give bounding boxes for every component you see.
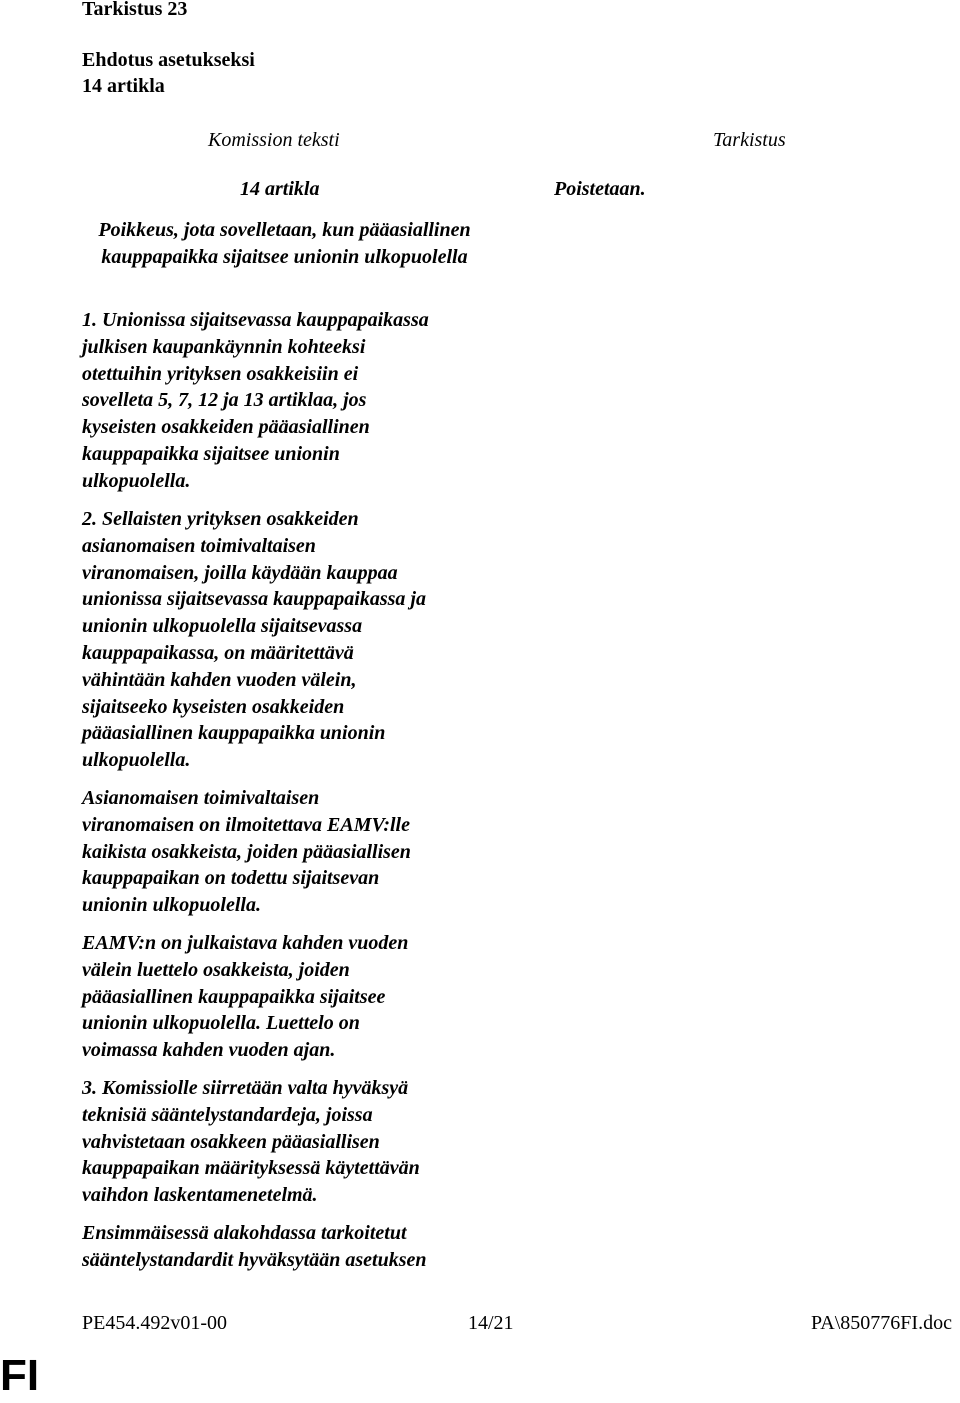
deleted-text: Poistetaan. [554,178,646,200]
footer-page-number: 14/21 [468,1312,514,1334]
footer-language-code: FI [0,1351,40,1400]
footer-document-id: PE454.492v01-00 [82,1312,227,1334]
paragraph-2-subparagraph-3: EAMV:n on julkaistava kahden vuoden välein luettelo osakkeista, joiden pääasiallinen kauppapaikka sijaitsee unionin ulkopuolella. Luettelo on voimassa kahden vuoden ajan. [82,932,409,1062]
footer-file-name: PA\850776FI.doc [811,1312,952,1334]
paragraph-2-subparagraph-2: Asianomaisen toimivaltaisen viranomaisen on ilmoitettava EAMV:lle kaikista osakkeista, joiden pääasiallisen kauppapaikan on todettu sijaitsevan unionin ulkopuolella. [82,787,411,917]
left-article-heading: Poikkeus, jota sovelletaan, kun pääasiallinen kauppapaikka sijaitsee unionin ulkopuolella [98,219,471,268]
proposal-label: Ehdotus asetukseksi [82,49,255,71]
commission-text-heading: Komission teksti [208,129,340,151]
paragraph-2: 2. Sellaisten yrityksen osakkeiden asianomaisen toimivaltaisen viranomaisen, joilla käydään kauppaa unionissa sijaitsevassa kauppapaikassa ja unionin ulkopuolella sijaitsevassa kauppapaikassa, on määritettävä vähintään kahden vuoden välein, sijaitseeko kyseisten osakkeiden pääasiallinen kauppapaikka unionin ulkopuolella. [82,508,426,772]
proposal-article: 14 artikla [82,75,165,97]
paragraph-1: 1. Unionissa sijaitsevassa kauppapaikassa julkisen kaupankäynnin kohteeksi otettuihin yrityksen osakkeisiin ei sovelleta 5, 7, 12 ja 13 artiklaa, jos kyseisten osakkeiden pääasiallinen kauppapaikka sijaitsee unionin ulkopuolella. [82,309,429,492]
left-article-number: 14 artikla [240,178,320,200]
paragraph-3-subparagraph-2: Ensimmäisessä alakohdassa tarkoitetut sääntelystandardit hyväksytään asetuksen [82,1222,427,1271]
amendment-column-heading: Tarkistus [713,129,786,151]
paragraph-3: 3. Komissiolle siirretään valta hyväksyä teknisiä sääntelystandardeja, joissa vahvistetaan osakkeen pääasiallisen kauppapaikan määrityksessä käytettävän vaihdon laskentamenetelmä. [82,1077,420,1207]
amendment-number: Tarkistus 23 [82,0,188,20]
